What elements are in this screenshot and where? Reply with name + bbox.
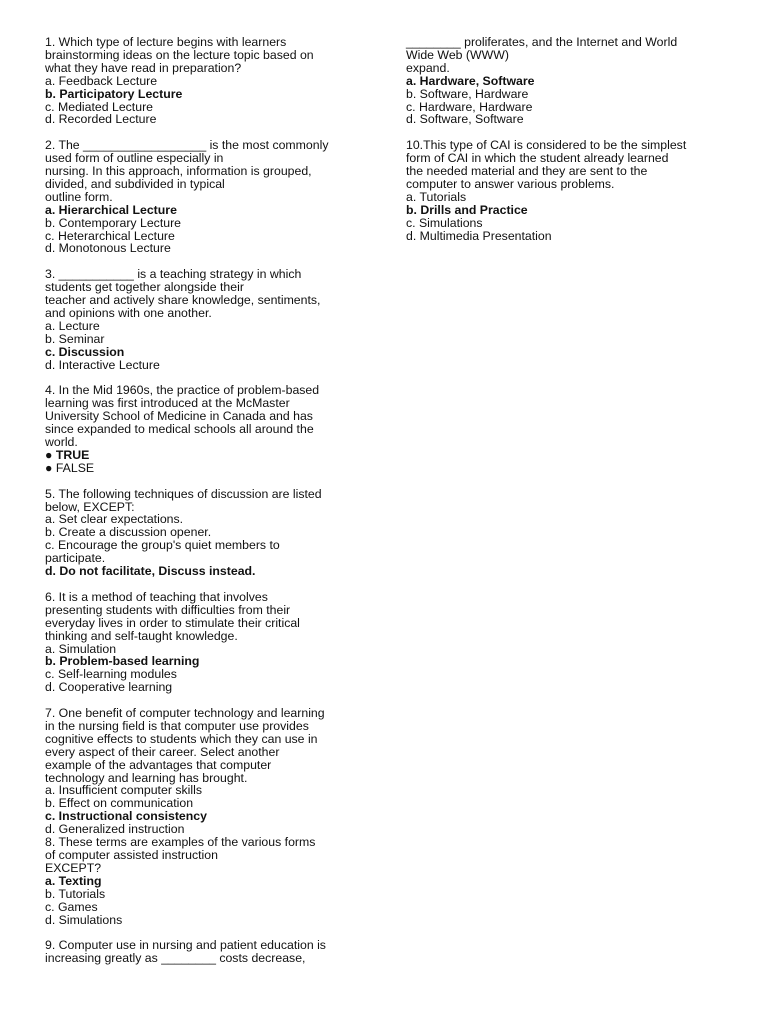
question-line: outline form. <box>45 189 113 204</box>
question-text-line: 4. In the Mid 1960s, the practice of problem-based <box>45 383 320 398</box>
question-line: presenting students with difficulties from their <box>45 602 291 617</box>
question-line: c. Encourage the group's quiet members to <box>45 538 280 553</box>
question-line: c. Self-learning modules <box>45 667 177 682</box>
question-block <box>45 384 375 474</box>
question-block <box>45 836 375 926</box>
question-line: every aspect of their career. Select another <box>45 744 280 759</box>
question-line: University School of Medicine in Canada and has <box>45 409 313 424</box>
question-line: d. Recorded Lecture <box>45 112 157 127</box>
question-text-line: 1. Which type of lecture begins with learners <box>45 35 287 49</box>
question-line: a. Tutorials <box>406 189 467 204</box>
question-line: EXCEPT? <box>45 860 102 875</box>
question-block <box>406 139 736 242</box>
question-line: b. Seminar <box>45 331 105 346</box>
question-block <box>45 591 375 694</box>
right-column <box>406 36 736 255</box>
question-line: computer to answer various problems. <box>406 176 615 191</box>
question-line: a. Insufficient computer skills <box>45 783 202 798</box>
left-column <box>45 36 375 978</box>
question-line: d. Do not facilitate, Discuss instead. <box>45 564 256 579</box>
question-line: c. Heterarchical Lecture <box>45 228 175 243</box>
question-line: a. Feedback Lecture <box>45 73 158 88</box>
question-line: of computer assisted instruction <box>45 848 218 862</box>
question-block <box>45 268 375 371</box>
question-line: c. Mediated Lecture <box>45 99 154 114</box>
question-line: a. Lecture <box>45 318 100 333</box>
question-line: cognitive effects to students which they can use in <box>45 731 318 746</box>
question-line: the needed material and they are sent to the <box>406 164 648 179</box>
question-block <box>45 939 375 965</box>
question-line: d. Multimedia Presentation <box>406 228 552 243</box>
question-line: thinking and self-taught knowledge. <box>45 628 238 643</box>
question-line: a. Texting <box>45 873 102 888</box>
question-line: form of CAI in which the student already learned <box>406 151 669 166</box>
question-block <box>45 139 375 255</box>
question-text-line: ________ proliferates, and the Internet and World <box>406 35 678 49</box>
question-text-line: 10.This type of CAI is considered to be the simplest <box>406 138 687 153</box>
question-line: d. Interactive Lecture <box>45 357 160 372</box>
question-block <box>45 707 375 836</box>
question-block <box>406 36 736 126</box>
question-text-line: 9. Computer use in nursing and patient education is <box>45 938 326 953</box>
question-line: b. Contemporary Lecture <box>45 215 182 230</box>
question-line: increasing greatly as ________ costs decrease, <box>45 951 306 966</box>
question-line: everyday lives in order to stimulate their critical <box>45 615 300 630</box>
question-block <box>45 36 375 126</box>
question-line: d. Monotonous Lecture <box>45 241 171 256</box>
question-text-line: 5. The following techniques of discussion are listed <box>45 486 322 501</box>
question-line: divided, and subdivided in typical <box>45 176 225 191</box>
question-line: example of the advantages that computer <box>45 757 272 772</box>
question-line: students get together alongside their <box>45 280 244 295</box>
question-line: d. Cooperative learning <box>45 680 173 695</box>
question-block <box>45 488 375 578</box>
question-line: b. Create a discussion opener. <box>45 525 212 540</box>
question-line: b. Software, Hardware <box>406 86 529 101</box>
question-text-line: 2. The __________________ is the most commonly <box>45 138 329 153</box>
question-line: used form of outline especially in <box>45 151 224 166</box>
question-line: b. Participatory Lecture <box>45 86 183 101</box>
question-line: b. Effect on communication <box>45 796 194 811</box>
question-line: b. Problem-based learning <box>45 654 200 669</box>
question-line: a. Simulation <box>45 641 117 656</box>
question-text-line: 6. It is a method of teaching that involves <box>45 589 268 604</box>
question-line: technology and learning has brought. <box>45 770 248 785</box>
question-line: c. Games <box>45 899 98 914</box>
question-line: b. Drills and Practice <box>406 202 528 217</box>
question-line: below, EXCEPT: <box>45 499 135 514</box>
question-line: since expanded to medical schools all around the <box>45 422 314 437</box>
question-line: in the nursing field is that computer use provides <box>45 718 309 733</box>
question-line: participate. <box>45 551 106 566</box>
question-line: and opinions with one another. <box>45 306 212 320</box>
question-line: expand. <box>406 60 450 75</box>
question-line: d. Simulations <box>45 912 123 927</box>
question-line: c. Instructional consistency <box>45 809 207 824</box>
question-line: ● FALSE <box>45 460 95 475</box>
question-line: a. Hierarchical Lecture <box>45 202 177 217</box>
question-line: c. Simulations <box>406 215 483 230</box>
question-line: c. Discussion <box>45 344 125 359</box>
question-line: c. Hardware, Hardware <box>406 99 533 114</box>
question-line: Wide Web (WWW) <box>406 47 509 62</box>
question-line: nursing. In this approach, information is grouped, <box>45 164 312 179</box>
question-line: teacher and actively share knowledge, sentiments, <box>45 293 321 308</box>
question-text-line: 3. ___________ is a teaching strategy in which <box>45 267 302 282</box>
question-line: b. Tutorials <box>45 886 106 901</box>
question-line: brainstorming ideas on the lecture topic based on <box>45 47 314 62</box>
question-line: world. <box>45 435 78 450</box>
question-line: learning was first introduced at the McMaster <box>45 396 290 411</box>
question-text-line: 7. One benefit of computer technology and learning <box>45 706 325 721</box>
question-line: a. Set clear expectations. <box>45 512 184 527</box>
question-line: what they have read in preparation? <box>45 60 242 75</box>
question-line: d. Software, Software <box>406 112 524 127</box>
question-line: ● TRUE <box>45 447 90 462</box>
question-line: d. Generalized instruction <box>45 822 185 837</box>
question-text-line: 8. These terms are examples of the various forms <box>45 835 316 850</box>
question-line: a. Hardware, Software <box>406 73 535 88</box>
